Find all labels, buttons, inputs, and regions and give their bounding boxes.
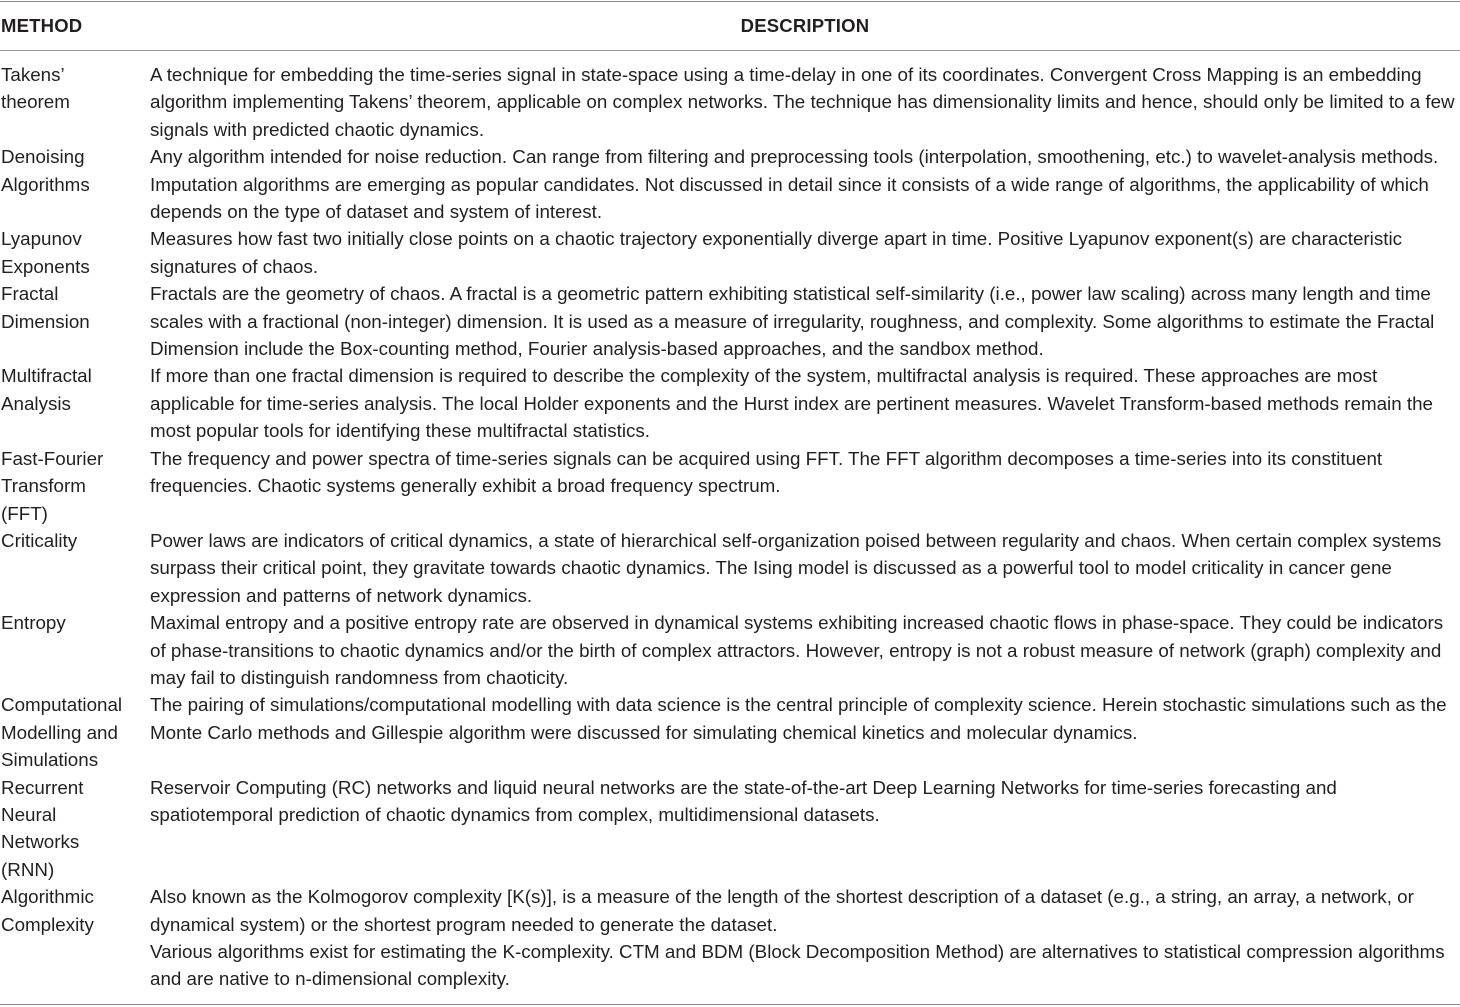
description-paragraph: Power laws are indicators of critical dynamics, a state of hierarchical self-organization poised between regularity and chaos. When certain complex systems surpass their critical point, they gravitate towards chaotic dynamics. The Ising model is discussed as a powerful tool to model criticality in cancer gene expression and patterns of network dynamics.: [150, 529, 1442, 606]
description-cell: [150, 445, 1460, 527]
table-row: [0, 280, 1460, 362]
method-cell: Denoising Algorithms: [1, 146, 90, 195]
description-paragraph: Reservoir Computing (RC) networks and liquid neural networks are the state-of-the-art Deep Learning Networks for time-series forecasting and spatiotemporal prediction of chaotic dynamics from complex, multidimensional datasets.: [150, 776, 1337, 825]
description-paragraph: The frequency and power spectra of time-series signals can be acquired using FFT. The FFT algorithm decomposes a time-series into its constituent frequencies. Chaotic systems generally exhibit a broad frequency spectrum.: [150, 447, 1383, 497]
description-cell: [150, 362, 1460, 444]
table-row: [0, 362, 1460, 444]
table-body: [0, 61, 1460, 993]
description-cell: [150, 774, 1460, 884]
table-row: [0, 609, 1460, 691]
description-paragraph: Maximal entropy and a positive entropy rate are observed in dynamical systems exhibiting increased chaotic flows in phase-space. They could be indicators of phase-transitions to chaotic dynamics and/or the birth of complex attractors. However, entropy is not a robust measure of network (graph) complexity and may fail to distinguish randomness from chaoticity.: [150, 612, 1444, 688]
header-rule: [0, 50, 1460, 51]
method-cell: Entropy: [1, 612, 66, 634]
method-cell: Recurrent Neural Networks (RNN): [1, 776, 84, 880]
table-bottom-rule: [0, 1004, 1460, 1005]
description-cell: [150, 61, 1460, 143]
description-cell: [150, 883, 1460, 993]
description-cell: [150, 527, 1460, 609]
table-row: [0, 143, 1460, 225]
column-header-method: METHOD: [1, 15, 83, 36]
description-cell: [150, 143, 1460, 225]
method-cell: Fast-Fourier Transform (FFT): [1, 447, 104, 524]
table-row: [0, 225, 1460, 280]
description-paragraph: A technique for embedding the time-series signal in state-space using a time-delay in one of its coordinates. Convergent Cross Mapping is an embedding algorithm implementing Takens’ theorem, applicable on complex networks. The technique has dimensionality limits and hence, should only be limited to a few signals with predicted chaotic dynamics.: [150, 64, 1455, 140]
description-paragraph: Measures how fast two initially close points on a chaotic trajectory exponentially diverge apart in time. Positive Lyapunov exponent(s) are characteristic signatures of chaos.: [150, 228, 1403, 277]
table-row: [0, 691, 1460, 773]
description-cell: [150, 691, 1460, 773]
column-header-description: DESCRIPTION: [740, 15, 870, 36]
description-paragraph: The pairing of simulations/computational modelling with data science is the central principle of complexity science. Herein stochastic simulations such as the Monte Carlo methods and Gillespie algorithm were discussed for simulating chemical kinetics and molecular dynamics.: [150, 694, 1447, 743]
description-cell: [150, 225, 1460, 280]
description-cell: [150, 609, 1460, 691]
description-paragraph: If more than one fractal dimension is required to describe the complexity of the system, multifractal analysis is required. These approaches are most applicable for time-series analysis. The local Holder exponents and the Hurst index are pertinent measures. Wavelet Transform-based methods remain the most popular tools for identifying these multifractal statistics.: [150, 365, 1433, 442]
method-cell: Lyapunov Exponents: [1, 228, 90, 277]
method-cell: Algorithmic Complexity: [1, 886, 94, 935]
table-row: [0, 774, 1460, 884]
description-paragraph: Fractals are the geometry of chaos. A fractal is a geometric pattern exhibiting statistical self-similarity (i.e., power law scaling) across many length and time scales with a fractional (non-integer) dimension. It is used as a measure of irregularity, roughness, and complexity. Some algorithms to estimate the Fractal Dimension include the Box-counting method, Fourier analysis-based approaches, and the sandbox method.: [150, 283, 1435, 360]
table-row: [0, 883, 1460, 993]
table-top-rule: [0, 1, 1460, 2]
description-cell: [150, 280, 1460, 362]
method-cell: Fractal Dimension: [1, 283, 90, 332]
description-paragraph: Various algorithms exist for estimating the K-complexity. CTM and BDM (Block Decomposition Method) are alternatives to statistical compression algorithms and are native to n-dimensional complexity.: [150, 941, 1445, 990]
table-row: [0, 527, 1460, 609]
method-cell: Takens’ theorem: [1, 64, 70, 113]
table-row: [0, 61, 1460, 143]
description-paragraph: Any algorithm intended for noise reduction. Can range from filtering and preprocessing tools (interpolation, smoothening, etc.) to wavelet-analysis methods. Imputation algorithms are emerging as popular candidates. Not discussed in detail since it consists of a wide range of algorithms, the applicability of which depends on the type of dataset and system of interest.: [150, 146, 1439, 223]
method-cell: Criticality: [1, 529, 78, 551]
table-row: [0, 445, 1460, 527]
method-cell: Multifractal Analysis: [1, 365, 92, 414]
description-paragraph: Also known as the Kolmogorov complexity [K(s)], is a measure of the length of the shortest description of a dataset (e.g., a string, an array, a network, or dynamical system) or the shortest program needed to generate the dataset.: [150, 886, 1414, 935]
method-cell: Computational Modelling and Simulations: [1, 694, 123, 771]
